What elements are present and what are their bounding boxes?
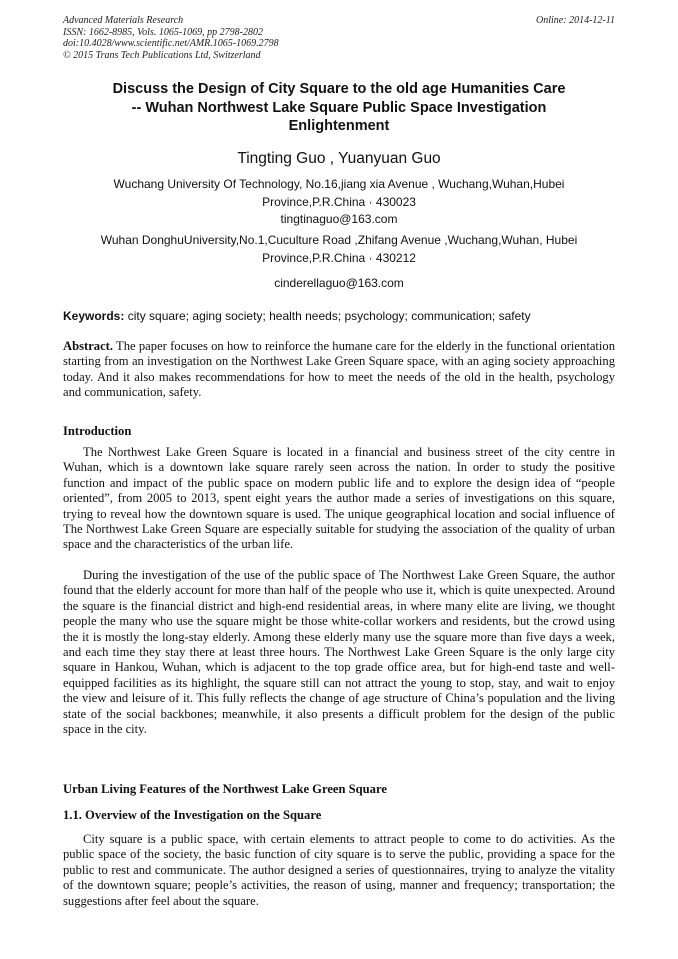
authors: Tingting Guo , Yuanyuan Guo — [237, 150, 441, 167]
journal-name: Advanced Materials Research — [63, 15, 184, 26]
overview-subheading: 1.1. Overview of the Investigation on the Square — [63, 808, 322, 822]
copyright-line: © 2015 Trans Tech Publications Ltd, Switzerland — [63, 49, 261, 61]
abstract-text: The paper focuses on how to reinforce the humane care for the elderly in the functional orientation starting from an investigation on the Northwest Lake Green Square space, with an aging society approaching today. And it also makes recommendations for how to meet the needs of the old in the health, psychology and communication, safety. — [63, 339, 615, 400]
introduction-heading: Introduction — [63, 424, 132, 438]
abstract — [63, 339, 615, 401]
keywords-label: Keywords: — [63, 309, 125, 323]
abstract-label: Abstract. — [63, 339, 114, 353]
keywords-text: city square; aging society; health needs; psychology; communication; safety — [127, 309, 531, 323]
email-1: tingtinaguo@163.com — [280, 212, 398, 226]
paper-title — [70, 80, 608, 136]
overview-paragraph: City square is a public space, with certain elements to attract people to come to do activities. As the public space of the society, the basic function of city square is to serve the public, providing a space for the public to rest and communicate. The author designed a series of questionnaires, trying to analyze the vitality of the downtown square; people’s activities, the reason of using, manner and frequency; transportation; the suggestions after feel about the square. — [63, 832, 615, 908]
issn-line: ISSN: 1662-8985, Vols. 1065-1069, pp 2798-2802 — [63, 26, 263, 38]
online-date: Online: 2014-12-11 — [536, 15, 615, 26]
intro-paragraph-2: During the investigation of the use of the public space of The Northwest Lake Green Square, the author found that the elderly account for more than half of the people who use it, which is quite unexpected. Around the square is the financial district and high-end residential areas, in where many elite are living, we thought people the many who use the square might be those white-collar workers and residents, but the crowd using the it is mostly the long-stay elderly. Among these elderly many use the square more than five days a week, and each time they stay there at least three hours. The Northwest Lake Green Square is the only large city square in Hankou, Wuhan, which is adjacent to the top grade office area, but for high-end taste and well-equipped facilities as its highlight, the square still can not attract the young to stop, stay, and wait to enjoy the view and leisure of it. This fully reflects the change of age structure of China’s population and the living state of the social backbones; meanwhile, it also presents a difficult problem for the design of the public space in the city. — [63, 568, 615, 737]
affiliation-2: Wuhan DonghuUniversity,No.1,Cuculture Road ,Zhifang Avenue ,Wuchang,Wuhan, Hubei Province,P.R.China · 430212 — [100, 233, 578, 265]
title-line-1: Discuss the Design of City Square to the old age Humanities Care — [112, 81, 566, 97]
intro-paragraph-1: The Northwest Lake Green Square is located in a financial and business street of the city centre in Wuhan, which is a downtown lake square rarely seen across the nation. In order to study the positive function and impact of the public space on modern public life and to explore the design idea of “people oriented”, from 2005 to 2013, spent eight years the author made a series of investigations on this square, trying to reveal how the downtown square is used. The unique geographical location and social influence of The Northwest Lake Green Square are especially suitable for studying the association of the quality of urban space and the characteristics of the urban life. — [63, 445, 615, 552]
title-line-2: -- Wuhan Northwest Lake Square Public Space Investigation — [131, 99, 547, 116]
journal-header — [63, 15, 615, 61]
email-2: cinderellaguo@163.com — [274, 276, 404, 290]
affiliation-1: Wuchang University Of Technology, No.16,jiang xia Avenue , Wuchang,Wuhan,Hubei Province,P.R.China · 430023 — [113, 177, 565, 209]
title-line-3: Enlightenment — [288, 118, 390, 134]
doi-line: doi:10.4028/www.scientific.net/AMR.1065-1069.2798 — [63, 38, 279, 49]
urban-features-heading: Urban Living Features of the Northwest Lake Green Square — [63, 782, 387, 796]
keywords — [63, 308, 615, 324]
